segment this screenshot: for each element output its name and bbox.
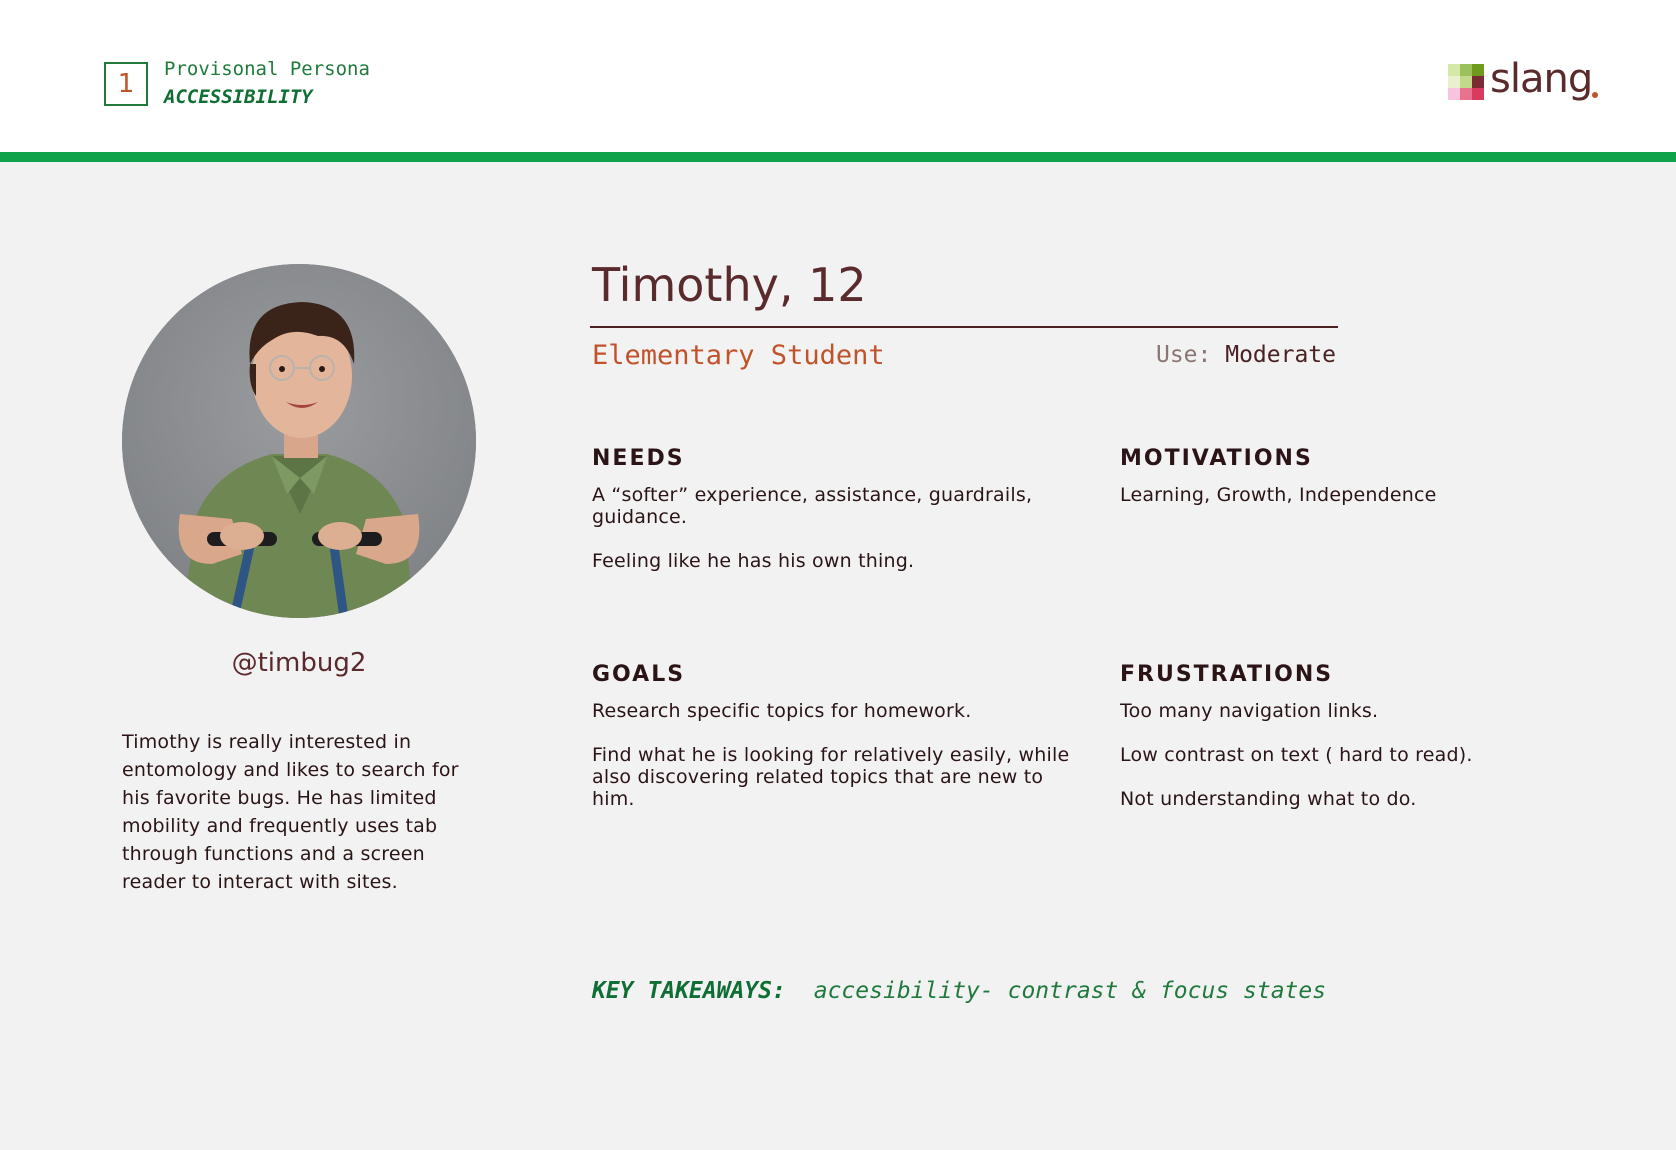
- header-divider: [0, 152, 1676, 162]
- slang-logo-wordmark: slang: [1490, 56, 1593, 102]
- name-divider: [590, 326, 1338, 328]
- needs-item: Feeling like he has his own thing.: [592, 550, 915, 572]
- frustrations-heading: FRUSTRATIONS: [1120, 662, 1334, 687]
- persona-avatar: [122, 264, 476, 618]
- goals-heading: GOALS: [592, 662, 686, 687]
- needs-list: [592, 484, 1072, 594]
- slang-logo: [1448, 56, 1600, 108]
- child-portrait-photo-icon: [122, 264, 476, 618]
- key-takeaways: [592, 978, 1326, 1004]
- needs-heading: NEEDS: [592, 446, 685, 471]
- slang-logo-mark-icon: [1448, 64, 1484, 100]
- persona-handle: @timbug2: [231, 648, 367, 678]
- goals-list: [592, 700, 1072, 832]
- frustrations-item: Low contrast on text ( hard to read).: [1120, 744, 1473, 766]
- persona-number-badge: 1: [104, 62, 148, 106]
- frustrations-list: [1120, 700, 1620, 832]
- key-takeaways-label: KEY TAKEAWAYS:: [592, 978, 786, 1004]
- persona-bio: Timothy is really interested in entomology and likes to search for his favorite bugs. He has limited mobility and frequently uses tab through functions and a screen reader to interact with sites.: [122, 731, 459, 893]
- needs-item: A “softer” experience, assistance, guardrails, guidance.: [592, 484, 1033, 528]
- frustrations-item: Not understanding what to do.: [1120, 788, 1417, 810]
- goals-item: Find what he is looking for relatively easily, while also discovering related topics that are new to him.: [592, 744, 1070, 810]
- motivations-item: Learning, Growth, Independence: [1120, 484, 1437, 506]
- slang-logo-dot: [1592, 92, 1598, 98]
- goals-item: Research specific topics for homework.: [592, 700, 972, 722]
- usage-level: [1040, 342, 1336, 368]
- persona-kind-label: Provisonal Persona: [164, 58, 370, 80]
- motivations-heading: MOTIVATIONS: [1120, 446, 1313, 471]
- usage-value: Moderate: [1225, 342, 1336, 368]
- key-takeaways-text: accesibility- contrast & focus states: [813, 978, 1327, 1004]
- persona-name: Timothy, 12: [592, 258, 867, 312]
- usage-label: Use:: [1155, 342, 1212, 368]
- frustrations-item: Too many navigation links.: [1120, 700, 1379, 722]
- persona-role: Elementary Student: [592, 340, 885, 371]
- motivations-list: [1120, 484, 1600, 528]
- persona-category-label: ACCESSIBILITY: [164, 86, 313, 108]
